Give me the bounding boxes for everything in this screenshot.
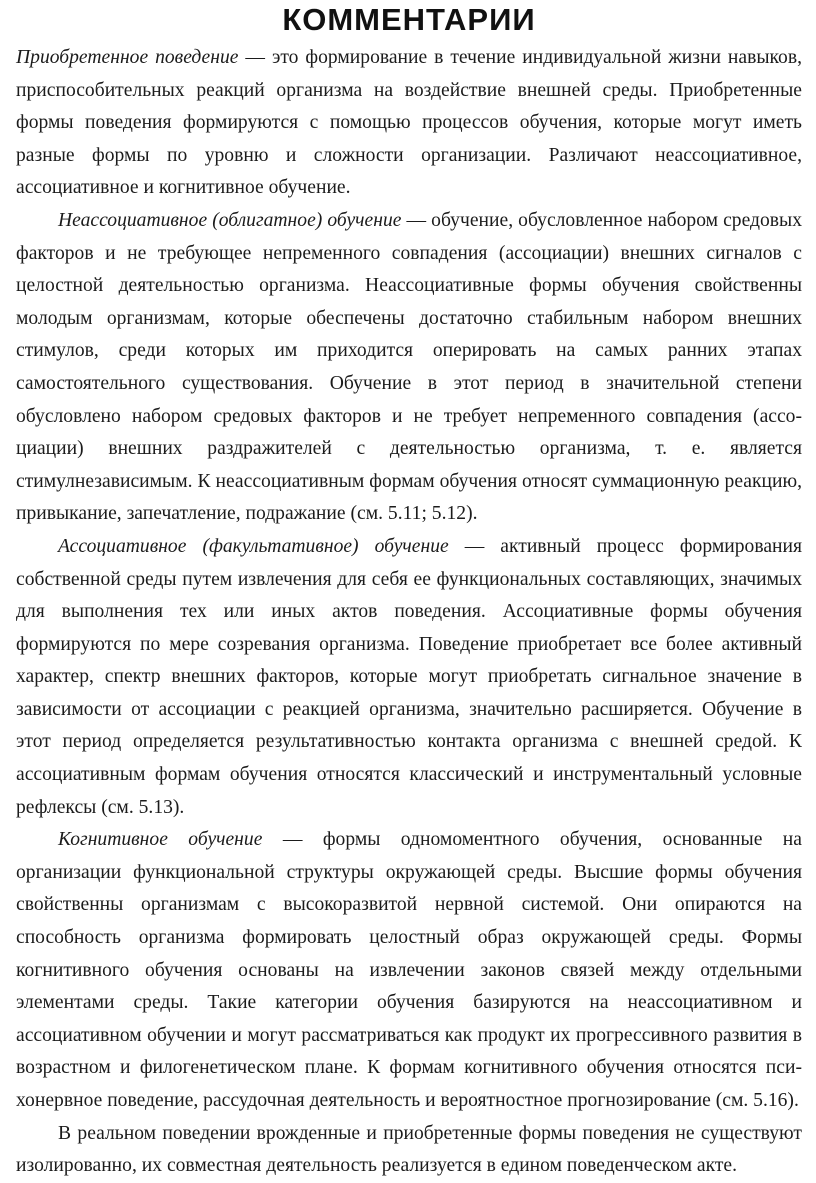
term-associative-learning: Ассоциативное (факультативное) обучение xyxy=(58,535,449,557)
term-nonassociative-learning: Неассоциативное (облигатное) обучение xyxy=(58,209,402,231)
paragraph-conclusion xyxy=(16,1118,802,1183)
term-acquired-behavior: Приобретенное поведение xyxy=(16,47,239,68)
paragraph-acquired-behavior xyxy=(16,42,802,205)
paragraph-text: — это формирование в течение индивидуальной жизни навыков, приспособительных реакций организма на воздействие внешней среды. Приобретенные формы поведения формируются с помощью процессов обучения, которые могут иметь разные формы по уровню и сложности организации. Различают неассоциативное, ассоциативное и когнитивное обучение. xyxy=(16,47,802,199)
paragraph-associative-learning xyxy=(16,531,802,824)
page-title: КОММЕНТАРИИ xyxy=(282,2,536,37)
term-cognitive-learning: Когнитивное обучение xyxy=(58,829,263,851)
paragraph-text: — активный процесс формирования собственной среды путем извлечения для себя ее функциональных составляющих, значимых для выполнения тех или иных актов поведения. Ассоциативные формы обучения формируются по мере созревания организма. Поведение приобретает все более активный характер, спектр внешних факторов, которые могут приобретать сигнальное значение в зависимости от ассоциации с реакцией организма, значительно расширяется. Обучение в этот период определяется результативностью контакта организма с внешней средой. К ассоциативным формам обучения относятся классический и инструментальный условные рефлексы (см. 5.13). xyxy=(16,535,802,818)
paragraph-text: — обучение, обусловленное набором средовых факторов и не требующее непременного совпадения (ассоциации) внешних сигналов с целостной деятельностью организма. Неассоциативные формы обучения свойственны молодым организмам, которые обеспечены достаточно стабильным набором внешних стимулов, среди которых им приходится оперировать на самых ранних этапах самостоятельного существования. Обучение в этот период в значительной степени обусловлено набором средовых факторов и не требует непременного совпадения (ассоциации) внешних раздражителей с деятельностью организма, т. е. является стимулнезависимым. К неассоциативным формам обучения относят суммационную реакцию, привыкание, запечатление, подражание (см. 5.11; 5.12). xyxy=(16,209,802,525)
paragraph-cognitive-learning xyxy=(16,824,802,1117)
paragraph-nonassociative-learning xyxy=(16,205,802,531)
document-page xyxy=(16,0,802,1183)
paragraph-text: В реальном поведении врожденные и приобретенные формы поведения не существуют изолированно, их совместная деятельность реализуется в едином поведенческом акте. xyxy=(16,1122,802,1177)
paragraph-text: — формы одномоментного обучения, основанные на организации функциональной структуры окружающей среды. Высшие формы обучения свойственны организмам с высокоразвитой нервной системой. Они опираются на способность организма формировать целостный образ окружающей среды. Формы когнитивного обучения основаны на извлечении законов связей между отдельными элементами среды. Такие категории обучения базируются на неассоциативном и ассоциативном обучении и могут рассматриваться как продукт их прогрессивного развития в возрастном и филогенетическом плане. К формам когнитивного обучения относятся психонервное поведение, рассудочная деятельность и вероятностное прогнозирование (см. 5.16). xyxy=(16,829,802,1111)
